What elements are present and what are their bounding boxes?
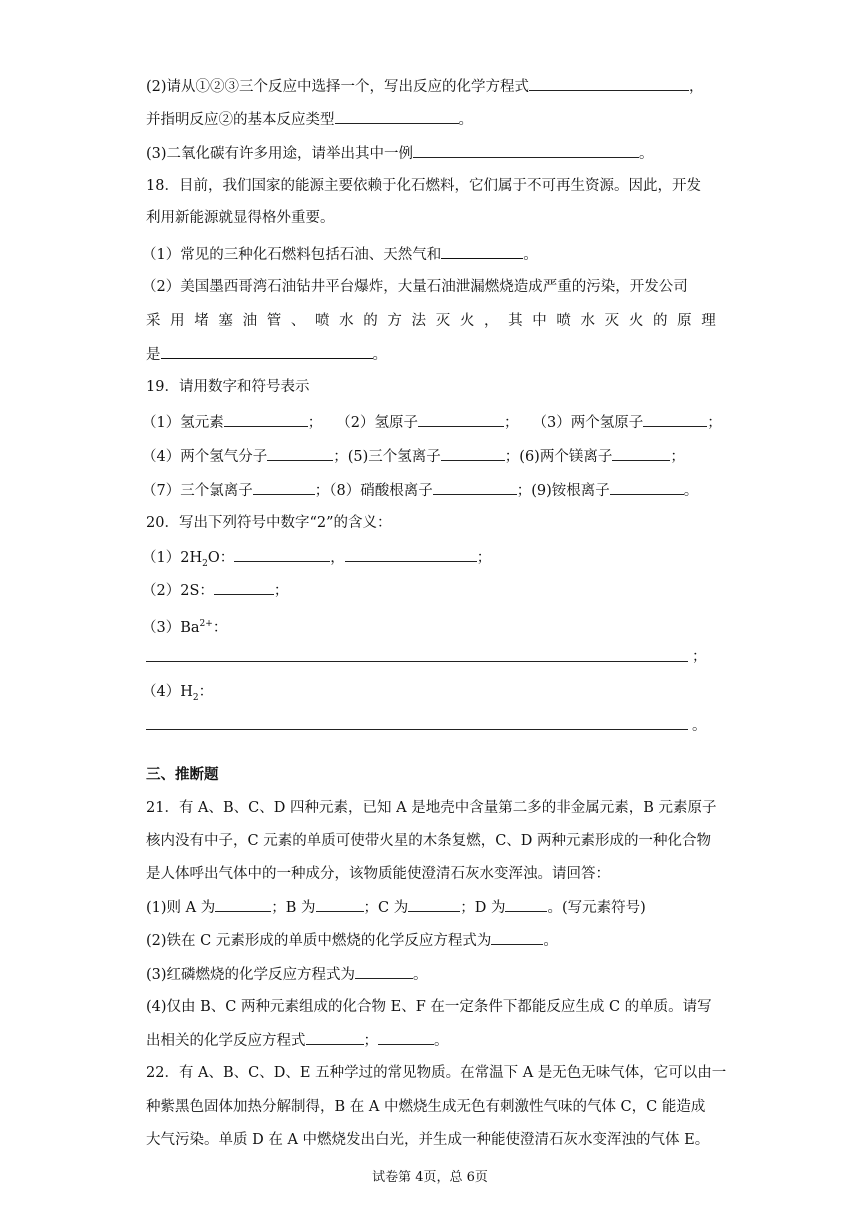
q20-part4-label: （4）H	[142, 684, 193, 700]
punct: 。	[683, 483, 699, 499]
q19-row1	[142, 412, 722, 433]
answer-blank[interactable]	[418, 412, 504, 427]
q20-part3-end: ；	[692, 649, 707, 665]
punct: ；	[503, 415, 519, 431]
q21-line2: 核内没有中子，C 元素的单质可使带火星的木条复燃，C、D 两种元素形成的一种化合物	[146, 833, 712, 849]
punct: ：	[198, 684, 214, 700]
q20-part2-label: （2）2S：	[142, 583, 214, 599]
q19-title: 19．请用数字和符号表示	[146, 379, 310, 395]
punct: ：	[212, 619, 228, 636]
q19-item: （3）两个氢原子	[532, 415, 644, 431]
q20-part4	[142, 682, 213, 708]
punct: ，	[330, 550, 345, 566]
answer-blank[interactable]	[643, 412, 707, 427]
answer-blank[interactable]	[267, 446, 333, 461]
answer-blank[interactable]	[345, 547, 477, 562]
answer-blank[interactable]	[253, 480, 315, 495]
q20-part2	[142, 580, 288, 601]
justified-char: 水	[580, 313, 596, 329]
q19-item: （2）氢原子	[336, 415, 418, 431]
punct: ；	[504, 449, 520, 465]
justified-char: 的	[363, 313, 378, 329]
justified-char: 原	[677, 313, 692, 329]
justified-char: 管	[266, 313, 282, 329]
q19-item: (6)两个镁离子	[519, 449, 613, 465]
q21-item: ；D 为	[460, 900, 506, 916]
punct: 。	[372, 347, 387, 363]
q20-part1	[142, 547, 491, 574]
q21-part4-line1: (4)仅由 B、C 两种元素组成的化合物 E、F 在一定条件下都能反应生成 C 的单质。请写	[146, 999, 712, 1015]
q18-part2-line1: （2）美国墨西哥湾石油钻井平台爆炸，大量石油泄漏燃烧造成严重的污染，开发公司	[142, 279, 688, 295]
q19-row2	[142, 446, 685, 467]
justified-char: 、	[290, 313, 306, 329]
answer-blank[interactable]	[306, 1030, 364, 1045]
answer-blank[interactable]	[612, 446, 670, 461]
punct: 。	[434, 1033, 449, 1049]
answer-line[interactable]	[146, 661, 688, 662]
punct: 。	[639, 146, 654, 162]
justified-char: 中	[532, 313, 547, 329]
punct: ；	[670, 449, 685, 465]
q18-intro-line2: 利用新能源就显得格外重要。	[146, 210, 335, 226]
answer-blank[interactable]	[161, 344, 373, 359]
answer-blank[interactable]	[316, 897, 364, 912]
q21-item: ；B 为	[271, 900, 316, 916]
punct: ；	[363, 1033, 378, 1049]
punct: ，	[689, 79, 704, 95]
justified-char: ，	[483, 313, 499, 329]
q19-item: （4）两个氢气分子	[142, 449, 268, 465]
q21-part2	[146, 930, 558, 951]
q21-part4-text: 出相关的化学反应方程式	[146, 1033, 306, 1049]
q19-item: （7）三个氯离子	[142, 483, 253, 499]
punct: ；	[476, 550, 492, 566]
q17-part2-line2	[146, 109, 473, 130]
answer-blank[interactable]	[215, 897, 271, 912]
answer-blank[interactable]	[610, 480, 684, 495]
answer-blank[interactable]	[408, 897, 460, 912]
q18-intro-line1: 18．目前，我们国家的能源主要依赖于化石燃料，它们属于不可再生资源。因此，开发	[146, 178, 701, 194]
punct: 。	[523, 247, 538, 263]
q22-line2: 种紫黑色固体加热分解制得，B 在 A 中燃烧生成无色有刺激性气味的气体 C，C 能造成	[146, 1099, 706, 1115]
q18-part2-line3	[146, 344, 387, 365]
answer-blank[interactable]	[441, 446, 505, 461]
q20-part3	[142, 614, 227, 638]
punct: ；	[314, 483, 330, 499]
q17-part2-text: (2)请从①②③三个反应中选择一个，写出反应的化学方程式	[146, 79, 530, 95]
answer-blank[interactable]	[413, 143, 639, 158]
punct: ；	[707, 415, 722, 431]
justified-char: 灭	[604, 313, 620, 329]
q22-line1: 22．有 A、B、C、D、E 五种学过的常见物质。在常温下 A 是无色无味气体，它可以由一	[146, 1065, 727, 1081]
q20-part3-label: （3）Ba	[142, 619, 200, 636]
answer-blank[interactable]	[214, 580, 274, 595]
q21-part3	[146, 964, 428, 985]
justified-char: 火	[459, 313, 475, 329]
q21-line1: 21．有 A、B、C、D 四种元素，已知 A 是地壳中含量第二多的非金属元素，B 元素原子	[146, 800, 717, 816]
justified-char: 灭	[435, 313, 451, 329]
justified-char: 采	[146, 313, 161, 329]
q20-part1-label: （1）2H	[142, 550, 203, 566]
answer-blank[interactable]	[355, 964, 413, 979]
q19-item: (5)三个氢离子	[347, 449, 441, 465]
q19-item: （8）硝酸根离子	[329, 483, 433, 499]
q21-part1	[146, 897, 646, 918]
q18-part1-line	[142, 244, 538, 265]
q21-item: 。(写元素符号)	[547, 900, 646, 916]
punct: ；	[333, 449, 348, 465]
q21-part3-text: (3)红磷燃烧的化学反应方程式为	[146, 967, 356, 983]
justified-char: 水	[339, 313, 354, 329]
justified-char: 法	[411, 313, 427, 329]
punct: 。	[543, 933, 558, 949]
punct: 。	[458, 112, 473, 128]
justified-char: 喷	[314, 313, 330, 329]
q17-part3-line	[146, 143, 654, 164]
answer-blank[interactable]	[378, 1030, 434, 1045]
subscript: 2	[202, 558, 208, 569]
justified-char: 火	[628, 313, 644, 329]
justified-char: 堵	[194, 313, 209, 329]
punct: ；	[307, 415, 323, 431]
q19-row3	[142, 480, 698, 501]
answer-blank[interactable]	[433, 480, 517, 495]
subscript: 2	[192, 692, 199, 703]
q17-part2-type-text: 并指明反应②的基本反应类型	[146, 112, 335, 128]
q22-line3: 大气污染。单质 D 在 A 中燃烧发出白光，并生成一种能使澄清石灰水变浑浊的气体 E。	[146, 1132, 710, 1148]
punct: ；	[516, 483, 532, 499]
answer-blank[interactable]	[529, 76, 689, 91]
answer-blank[interactable]	[491, 930, 543, 945]
justified-char: 用	[170, 313, 185, 329]
q18-part1-text: （1）常见的三种化石燃料包括石油、天然气和	[142, 247, 442, 263]
q19-item: (9)铵根离子	[531, 483, 610, 499]
justified-char: 方	[387, 313, 402, 329]
justified-char: 塞	[218, 313, 233, 329]
justified-char: 喷	[556, 313, 571, 329]
answer-blank[interactable]	[505, 897, 547, 912]
answer-blank[interactable]	[335, 109, 459, 124]
q19-item: （1）氢元素	[142, 415, 224, 431]
justified-char: 油	[242, 313, 258, 329]
justified-char: 的	[652, 313, 668, 329]
q21-line3: 是人体呼出气体中的一种成分，该物质能使澄清石灰水变浑浊。请回答：	[146, 866, 610, 882]
justified-char: 其	[508, 313, 523, 329]
answer-blank[interactable]	[441, 244, 523, 259]
q18-part2-lead: 是	[146, 347, 161, 363]
q18-part2-line2	[146, 311, 716, 331]
q17-part2-line1	[146, 76, 704, 97]
superscript: 2+	[199, 619, 213, 629]
page-footer: 试卷第 4页，总 6页	[372, 1170, 488, 1185]
q21-item: ；C 为	[363, 900, 409, 916]
answer-blank[interactable]	[234, 547, 330, 562]
q21-part2-text: (2)铁在 C 元素形成的单质中燃烧的化学反应方程式为	[146, 933, 492, 949]
q21-part4-line2	[146, 1030, 449, 1051]
q20-part4-end: 。	[692, 718, 707, 734]
answer-blank[interactable]	[224, 412, 308, 427]
q17-part3-text: (3)二氧化碳有许多用途，请举出其中一例	[146, 146, 414, 162]
q21-item: (1)则 A 为	[146, 900, 216, 916]
justified-char: 理	[701, 313, 716, 329]
q20-title: 20．写出下列符号中数字“2”的含义：	[146, 515, 392, 531]
punct: 。	[413, 967, 428, 983]
q20-part1-label-rest: O：	[207, 550, 235, 566]
section-heading: 三、推断题	[146, 767, 219, 783]
answer-line[interactable]	[146, 729, 688, 730]
punct: ；	[273, 583, 289, 599]
